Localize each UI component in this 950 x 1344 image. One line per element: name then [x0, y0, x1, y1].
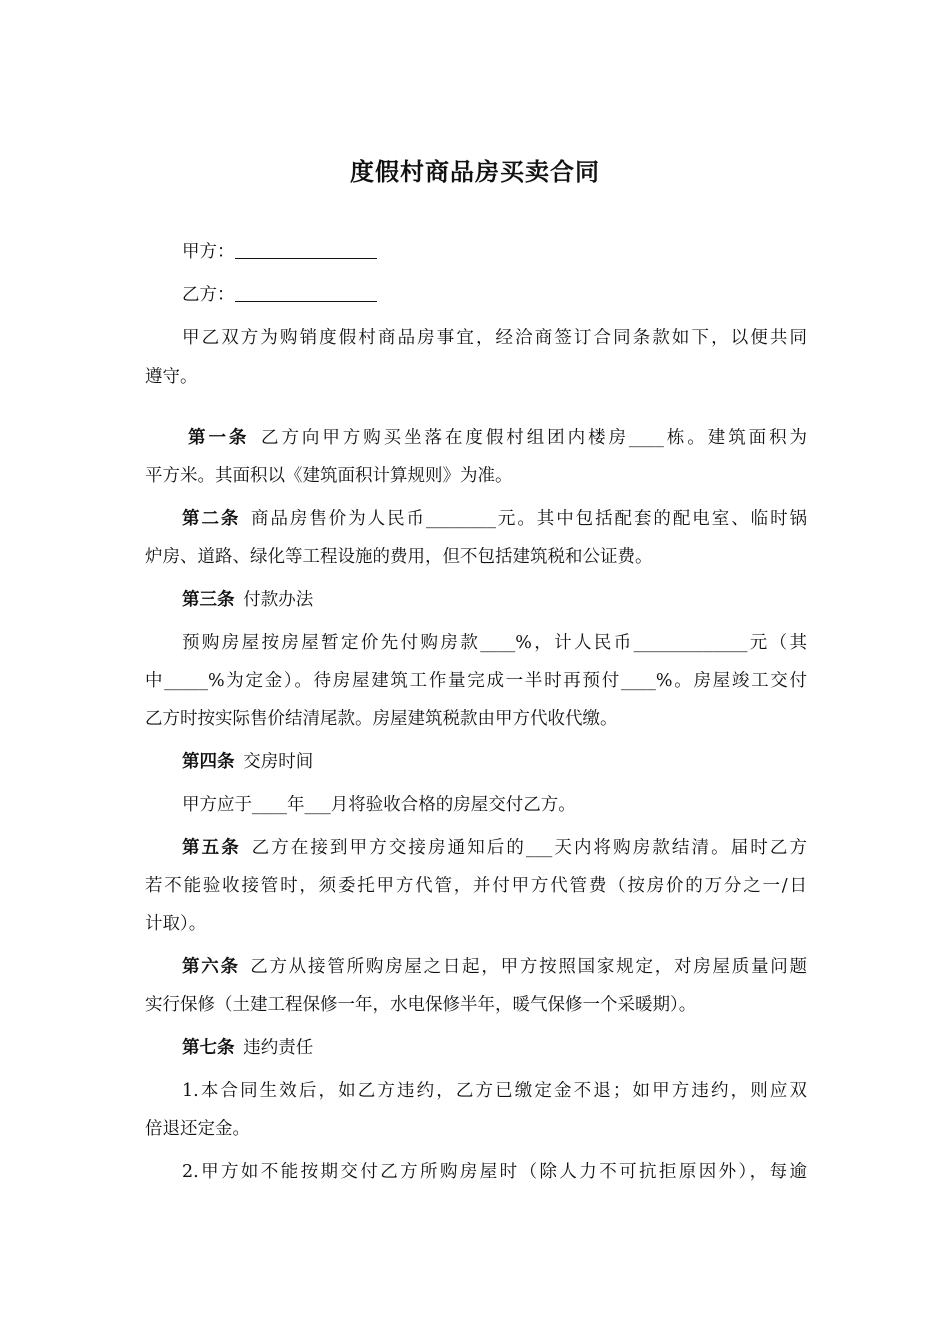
party-b-label: 乙方： — [182, 285, 235, 305]
article4-line-1: 甲方应于____年___月将验收合格的房屋交付乙方。 — [182, 795, 576, 815]
article5-line-1 — [182, 829, 807, 867]
article3-heading: 付款办法 — [243, 590, 314, 610]
article5-label: 第五条 — [182, 838, 241, 858]
article2-line-1 — [182, 500, 807, 538]
article6-line-2: 实行保修（土建工程保修一年，水电保修半年，暖气保修一个采暖期）。 — [145, 995, 697, 1015]
party-b-line — [182, 276, 377, 314]
article1-line-2: 平方米。其面积以《建筑面积计算规则》为准。 — [145, 466, 513, 486]
article7-item1-line-2: 倍退还定金。 — [145, 1119, 250, 1139]
article5-line-2: 若不能验收接管时，须委托甲方代管，并付甲方代管费（按房价的万分之一/日 — [145, 876, 807, 896]
intro-line-2: 遵守。 — [145, 367, 198, 387]
article7-item1-line-1: 1.本合同生效后，如乙方违约，乙方已缴定金不退；如甲方违约，则应双 — [182, 1081, 807, 1101]
party-a-blank — [235, 238, 377, 259]
party-b-blank — [235, 281, 377, 302]
article2-text-1: 商品房售价为人民币________元。其中包括配套的配电室、临时锅 — [249, 509, 808, 529]
article3-heading-line — [182, 581, 807, 619]
article1-line-1 — [188, 419, 807, 457]
article7-item2-line-1: 2.甲方如不能按期交付乙方所购房屋时（除人力不可抗拒原因外），每逾 — [182, 1162, 807, 1182]
article3-line-2: 中_____%为定金）。待房屋建筑工作量完成一半时再预付____%。房屋竣工交付 — [145, 671, 807, 691]
article6-text-1: 乙方从接管所购房屋之日起，甲方按照国家规定，对房屋质量问题 — [248, 957, 808, 977]
article2-line-2: 炉房、道路、绿化等工程设施的费用，但不包括建筑税和公证费。 — [145, 547, 653, 567]
article7-heading: 违约责任 — [243, 1038, 314, 1058]
party-a-label: 甲方： — [182, 242, 235, 262]
intro-line-1: 甲乙双方为购销度假村商品房事宜，经洽商签订合同条款如下，以便共同 — [182, 328, 807, 348]
article4-heading-line — [182, 743, 807, 781]
article6-line-1 — [182, 948, 807, 986]
document-title: 度假村商品房买卖合同 — [350, 157, 600, 186]
party-a-line — [182, 233, 377, 271]
article5-text-1: 乙方在接到甲方交接房通知后的___天内将购房款结清。届时乙方 — [249, 838, 808, 858]
article7-heading-line — [182, 1029, 807, 1067]
article1-text-1: 乙方向甲方购买坐落在度假村组团内楼房____栋。建筑面积为 — [258, 428, 808, 448]
article1-label: 第一条 — [188, 428, 250, 448]
article2-label: 第二条 — [182, 509, 241, 529]
article6-label: 第六条 — [182, 957, 240, 977]
article5-line-3: 计取）。 — [145, 914, 207, 934]
article3-label: 第三条 — [182, 590, 235, 610]
article3-line-3: 乙方时按实际售价结清尾款。房屋建筑税款由甲方代收代缴。 — [145, 709, 618, 729]
article4-heading: 交房时间 — [243, 752, 314, 772]
article7-label: 第七条 — [182, 1038, 235, 1058]
article3-line-1: 预购房屋按房屋暂定价先付购房款____%，计人民币_____________元（其 — [182, 633, 807, 653]
article4-label: 第四条 — [182, 752, 235, 772]
